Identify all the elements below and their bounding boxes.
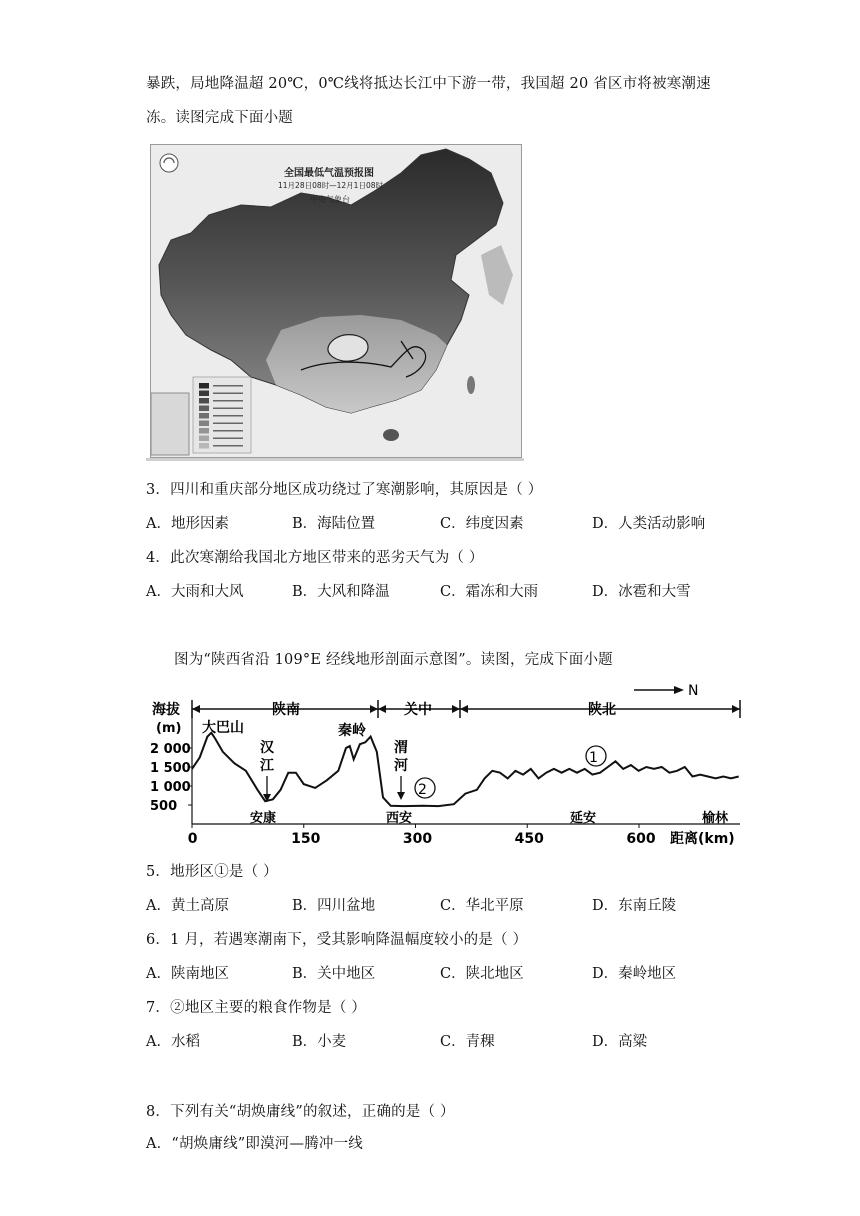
question-option[interactable]: D．人类活动影响 [592,516,706,532]
marker-2: 2 [418,782,427,798]
question-option[interactable]: B．关中地区 [292,966,376,982]
legend-swatch [199,443,209,449]
question-option[interactable]: B．大风和降温 [292,584,390,600]
intro-line-1: 暴跌，局地降温超 20℃，0℃线将抵达长江中下游一带，我国超 20 省区市将被寒潮速 [146,76,711,92]
y-axis-title: 海拔 [152,702,180,718]
legend-swatch [199,391,209,397]
terrain-profile-diagram [148,676,744,846]
y-tick-label: 2 000 [150,742,191,757]
east-asia-land [481,245,513,305]
place-xian: 西安 [386,811,413,826]
terrain-profile-line [192,733,739,806]
question-option[interactable]: C．华北平原 [440,898,524,914]
legend-swatch [199,383,209,389]
question-option[interactable]: A．陕南地区 [146,966,229,982]
question-option[interactable]: A．地形因素 [146,516,229,532]
y-axis-unit: (m) [156,721,182,736]
question-option[interactable]: A．水稻 [146,1034,200,1050]
question-option[interactable]: C．霜冻和大雨 [440,584,539,600]
south-warm-area [266,315,447,413]
question-stem: 7．②地区主要的粮食作物是（ ） [146,1000,367,1016]
question-option[interactable]: A．黄土高原 [146,898,229,914]
legend-swatch [199,428,209,434]
marker-1: 1 [589,750,598,766]
legend-text-line [213,393,243,395]
question-stem: 3．四川和重庆部分地区成功绕过了寒潮影响，其原因是（ ） [146,482,543,498]
legend-swatch [199,398,209,404]
y-ticks [150,742,192,814]
place-yanan: 延安 [570,811,597,826]
legend-swatch [199,413,209,419]
x-ticks [188,824,656,846]
legend-text-line [213,400,243,402]
legend-text-line [213,385,243,387]
question-option[interactable]: B．四川盆地 [292,898,376,914]
legend-text-line [213,423,243,425]
sichuan-basin-area [328,335,368,362]
map-agency: 中央气象台 [310,195,350,204]
legend-swatch [199,421,209,427]
q8-option-a: A．“胡焕庸线”即漠河—腾冲一线 [146,1136,363,1152]
x-tick-label: 600 [626,831,656,846]
question-option[interactable]: C．青稞 [440,1034,495,1050]
figure-bottom-rule [146,458,524,461]
y-tick-label: 1 000 [150,780,191,795]
x-tick-label: 0 [187,831,198,846]
south-sea-inset [151,393,189,455]
legend-text-line [213,445,243,447]
question-stem: 4．此次寒潮给我国北方地区带来的恶劣天气为（ ） [146,550,484,566]
legend-text-line [213,438,243,440]
x-tick-label: 300 [402,831,433,846]
question-stem: 6．1 月，若遇寒潮南下，受其影响降温幅度较小的是（ ） [146,932,528,948]
legend-text-line [213,430,243,432]
region-label-guanzhong: 关中 [404,702,432,718]
question-option[interactable]: C．纬度因素 [440,516,524,532]
x-axis-title: 距离(km) [670,831,735,846]
legend-swatch [199,406,209,412]
legend-swatches [199,383,243,449]
question-option[interactable]: D．东南丘陵 [592,898,677,914]
region-label-shaannan: 陕南 [272,702,300,718]
river-label-weihe: 渭河 [394,740,408,774]
intro-line-2: 冻。读图完成下面小题 [146,110,293,126]
profile-intro: 图为“陕西省沿 109°E 经线地形剖面示意图”。读图，完成下面小题 [174,652,613,668]
q8-stem: 8．下列有关“胡焕庸线”的叙述，正确的是（ ） [146,1104,455,1120]
y-tick-label: 1 500 [150,761,191,776]
question-option[interactable]: D．冰雹和大雪 [592,584,691,600]
question-option[interactable]: D．高粱 [592,1034,648,1050]
question-stem: 5．地形区①是（ ） [146,864,278,880]
map-title: 全国最低气温预报图 [284,168,374,179]
china-map-graphic [151,145,521,457]
y-tick-label: 500 [150,799,178,814]
place-ankang: 安康 [250,811,277,826]
taiwan-island [467,376,475,394]
hainan-island [383,429,399,441]
legend-swatch [199,436,209,442]
map-frame [150,144,522,458]
question-option[interactable]: D．秦岭地区 [592,966,677,982]
x-tick-label: 450 [514,831,544,846]
question-option[interactable]: B．海陆位置 [292,516,376,532]
agency-logo-icon [160,154,178,172]
legend-text-line [213,408,243,410]
river-label-hanjiang: 汉江 [260,740,274,774]
question-option[interactable]: A．大雨和大风 [146,584,244,600]
x-tick-label: 150 [291,831,321,846]
map-subtitle: 11月28日08时—12月1日08时 [278,181,383,190]
peak-label-qinling: 秦岭 [338,723,366,739]
legend-text-line [213,415,243,417]
region-label-shaanbei: 陕北 [588,702,616,718]
north-label: N [688,683,699,699]
place-yulin: 榆林 [702,811,729,826]
question-option[interactable]: C．陕北地区 [440,966,524,982]
question-option[interactable]: B．小麦 [292,1034,347,1050]
peak-label-dabashan: 大巴山 [202,720,244,736]
temperature-map-figure [146,140,524,460]
